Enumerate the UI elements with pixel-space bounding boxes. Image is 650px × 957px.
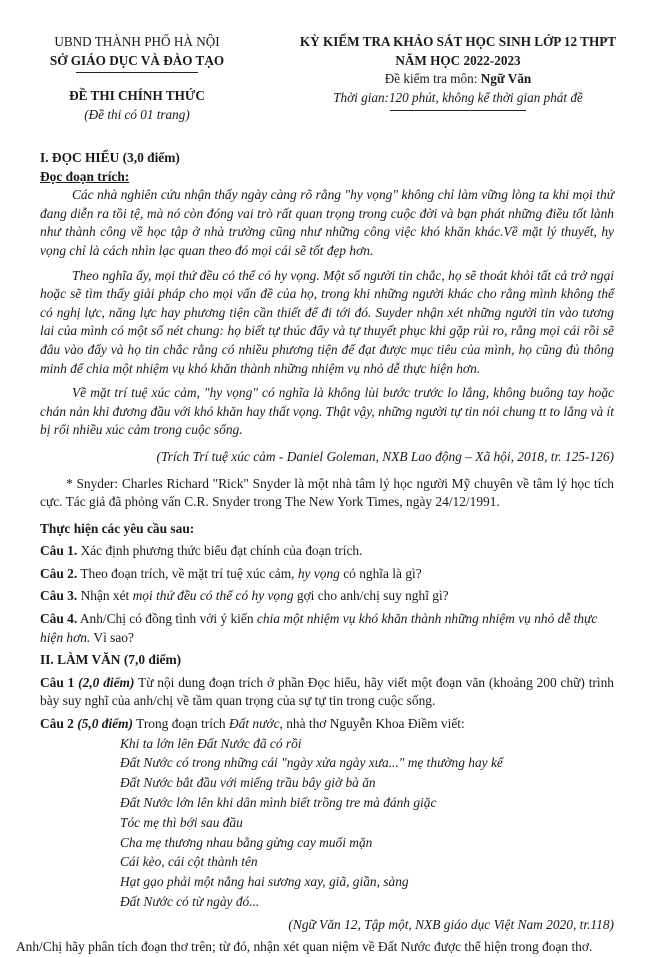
poem-citation: (Ngữ Văn 12, Tập một, NXB giáo dục Việt Nam 2020, tr.118) — [288, 916, 614, 932]
exam-title: KỲ KIỂM TRA KHẢO SÁT HỌC SINH LỚP 12 THPT — [299, 34, 617, 49]
part1-heading: I. ĐỌC HIỂU (3,0 điểm) — [40, 150, 180, 165]
question-label: Câu 3. — [40, 588, 78, 604]
question-emphasis: chia một nhiệm vụ khó khăn thành những nhiệm vụ nhỏ dễ thực hiện hơn. — [40, 611, 598, 645]
poem-line: Đất Nước có từ ngày đó... — [120, 894, 260, 909]
essay-label: Câu 2 — [40, 716, 74, 732]
page-count-note: (Đề thi có 01 trang) — [84, 106, 190, 122]
school-year: NĂM HỌC 2022-2023 — [395, 52, 521, 68]
question-2 — [40, 565, 614, 584]
poem-line: Đất Nước bắt đầu với miếng trầu bây giờ bà ăn — [120, 775, 376, 791]
essay-question-1 — [40, 674, 614, 711]
passage-paragraph: Theo nghĩa ấy, mọi thứ đều có thể có hy vọng. Một số người tin chắc, họ sẽ thoát khỏi tất cả trở ngại hoặc sẽ tìm thấy giải pháp cho mọi vấn đề của họ, trong khi những người khác cho rằng mình không thể có nghị lực, năng lực hay phương tiện cần thiết để đi tới đó. Suyder nhận xét những người tin vào tương lai của mình có một số nét chung: họ biết tự thúc đẩy và tự thuyết phục khi gặp rủi ro, rằng mọi cái rồi sẽ đâu vào đấy và họ tin chắc rằng có nhiều phương tiện để đạt được mục tiêu của mình, họ cũng đủ thông minh để chia một nhiệm vụ khó khăn thành những nhiệm vụ nhỏ dễ thực hiện hơn. — [40, 267, 614, 376]
passage-paragraph: Các nhà nghiên cứu nhận thấy ngày càng rõ rằng "hy vọng" không chỉ làm vững lòng ta khi mọi thứ đang diễn ra tồi tệ, mà nó còn đóng vai trò rất quan trọng trong cuộc đời và bạn phát những điều tốt lành như thành công về học tập ở nhà trường cũng như những công việc khó khăn khác.Về mặt lý thuyết, hy vọng chỉ là cách nhìn lạc quan theo đó mọi cái sẽ tốt đẹp hơn. — [40, 187, 614, 258]
subject-name: Ngữ Văn — [480, 71, 532, 87]
question-3 — [40, 587, 614, 606]
question-label: Câu 2. — [40, 565, 78, 581]
task-label: Thực hiện các yêu cầu sau: — [40, 520, 195, 536]
passage-paragraph: Về mặt trí tuệ xúc cảm, "hy vọng" có nghĩa là không lùi bước trước lo lắng, không buông tay hoặc chán nản khi đương đầu với khó khăn hay thất vọng. Thật vậy, những người tự tin nói chung tt to lắng và ít bị rối nhiều xúc cảm trong cuộc sống. — [40, 385, 614, 438]
official-exam-label: ĐỀ THI CHÍNH THỨC — [69, 88, 205, 104]
poem-line: Hạt gạo phải một nắng hai sương xay, giã, giần, sàng — [120, 874, 409, 890]
question-label: Câu 1. — [40, 543, 78, 559]
read-passage-label: Đọc đoạn trích: — [40, 168, 130, 184]
poem-line: Đất Nước lớn lên khi dân mình biết trồng tre mà đánh giặc — [120, 795, 437, 811]
part2-heading: II. LÀM VĂN (7,0 điểm) — [40, 652, 182, 668]
header-left-underline — [76, 72, 198, 73]
question-text: Vì sao? — [90, 629, 134, 645]
question-4 — [40, 610, 614, 647]
essay-score: (2,0 điểm) — [78, 674, 135, 690]
department-name: SỞ GIÁO DỤC VÀ ĐÀO TẠO — [49, 52, 225, 68]
subject-prefix: Đề kiểm tra môn: — [384, 71, 481, 87]
question-label: Câu 4. — [40, 611, 78, 627]
question-text: Anh/Chị có đồng tình với ý kiến — [77, 611, 257, 627]
poem-title: Đất nước — [228, 716, 280, 732]
question-text: Xác định phương thức biểu đạt chính của đoạn trích. — [77, 543, 363, 559]
question-text: Nhận xét — [77, 588, 133, 604]
poem-line: Đất Nước có trong những cái "ngày xửa ngày xưa..." mẹ thường hay kể — [120, 755, 503, 771]
exam-content — [16, 149, 614, 957]
question-1 — [40, 542, 614, 561]
question-text: gợi cho anh/chị suy nghĩ gì? — [293, 588, 449, 604]
question-text: Theo đoạn trích, về mặt trí tuệ xúc cảm, — [77, 565, 298, 581]
poem-line: Tóc mẹ thì bới sau đầu — [120, 814, 243, 830]
question-emphasis: mọi thứ đều có thể có hy vọng — [132, 588, 294, 604]
essay-text: Từ nội dung đoạn trích ở phần Đọc hiểu, hãy viết một đoạn văn (khoảng 200 chữ) trình bày suy nghĩ của anh/chị về tầm quan trọng của sự tự tin trong cuộc sống. — [40, 674, 614, 709]
header-right-underline — [390, 110, 526, 111]
header-left — [34, 33, 240, 124]
authority-name: UBND THÀNH PHỐ HÀ NỘI — [54, 34, 220, 49]
subject-line — [268, 70, 648, 89]
poem-line: Khi ta lớn lên Đất Nước đã có rồi — [120, 735, 302, 751]
passage-citation: (Trích Trí tuệ xúc cảm - Daniel Goleman, NXB Lao động – Xã hội, 2018, tr. 125-126) — [156, 448, 614, 464]
time-allowed: Thời gian:120 phút, không kể thời gian phát đề — [333, 89, 583, 105]
author-footnote: * Snyder: Charles Richard "Rick" Snyder là một nhà tâm lý học người Mỹ chuyên về tâm lý học tích cực. Tác giả đã phỏng vấn C.R. Snyder trong The New York Times, ngày 24/12/1991. — [40, 475, 614, 510]
essay-text: , nhà thơ Nguyễn Khoa Điềm viết: — [279, 716, 465, 732]
essay-question-2 — [40, 715, 614, 734]
header-right — [268, 33, 648, 111]
essay-score: (5,0 điểm) — [77, 716, 133, 732]
essay-text: Trong đoạn trích — [133, 716, 229, 732]
essay-instruction: Anh/Chị hãy phân tích đoạn thơ trên; từ đó, nhận xét quan niệm về Đất Nước được thể hiện trong đoạn thơ. — [16, 939, 593, 955]
poem-excerpt — [120, 734, 614, 912]
poem-line: Cha mẹ thương nhau bằng gừng cay muối mặn — [120, 834, 373, 850]
poem-line: Cái kèo, cái cột thành tên — [120, 854, 258, 870]
question-text: có nghĩa là gì? — [339, 565, 422, 581]
essay-label: Câu 1 — [40, 674, 75, 690]
question-emphasis: hy vọng — [297, 565, 340, 581]
